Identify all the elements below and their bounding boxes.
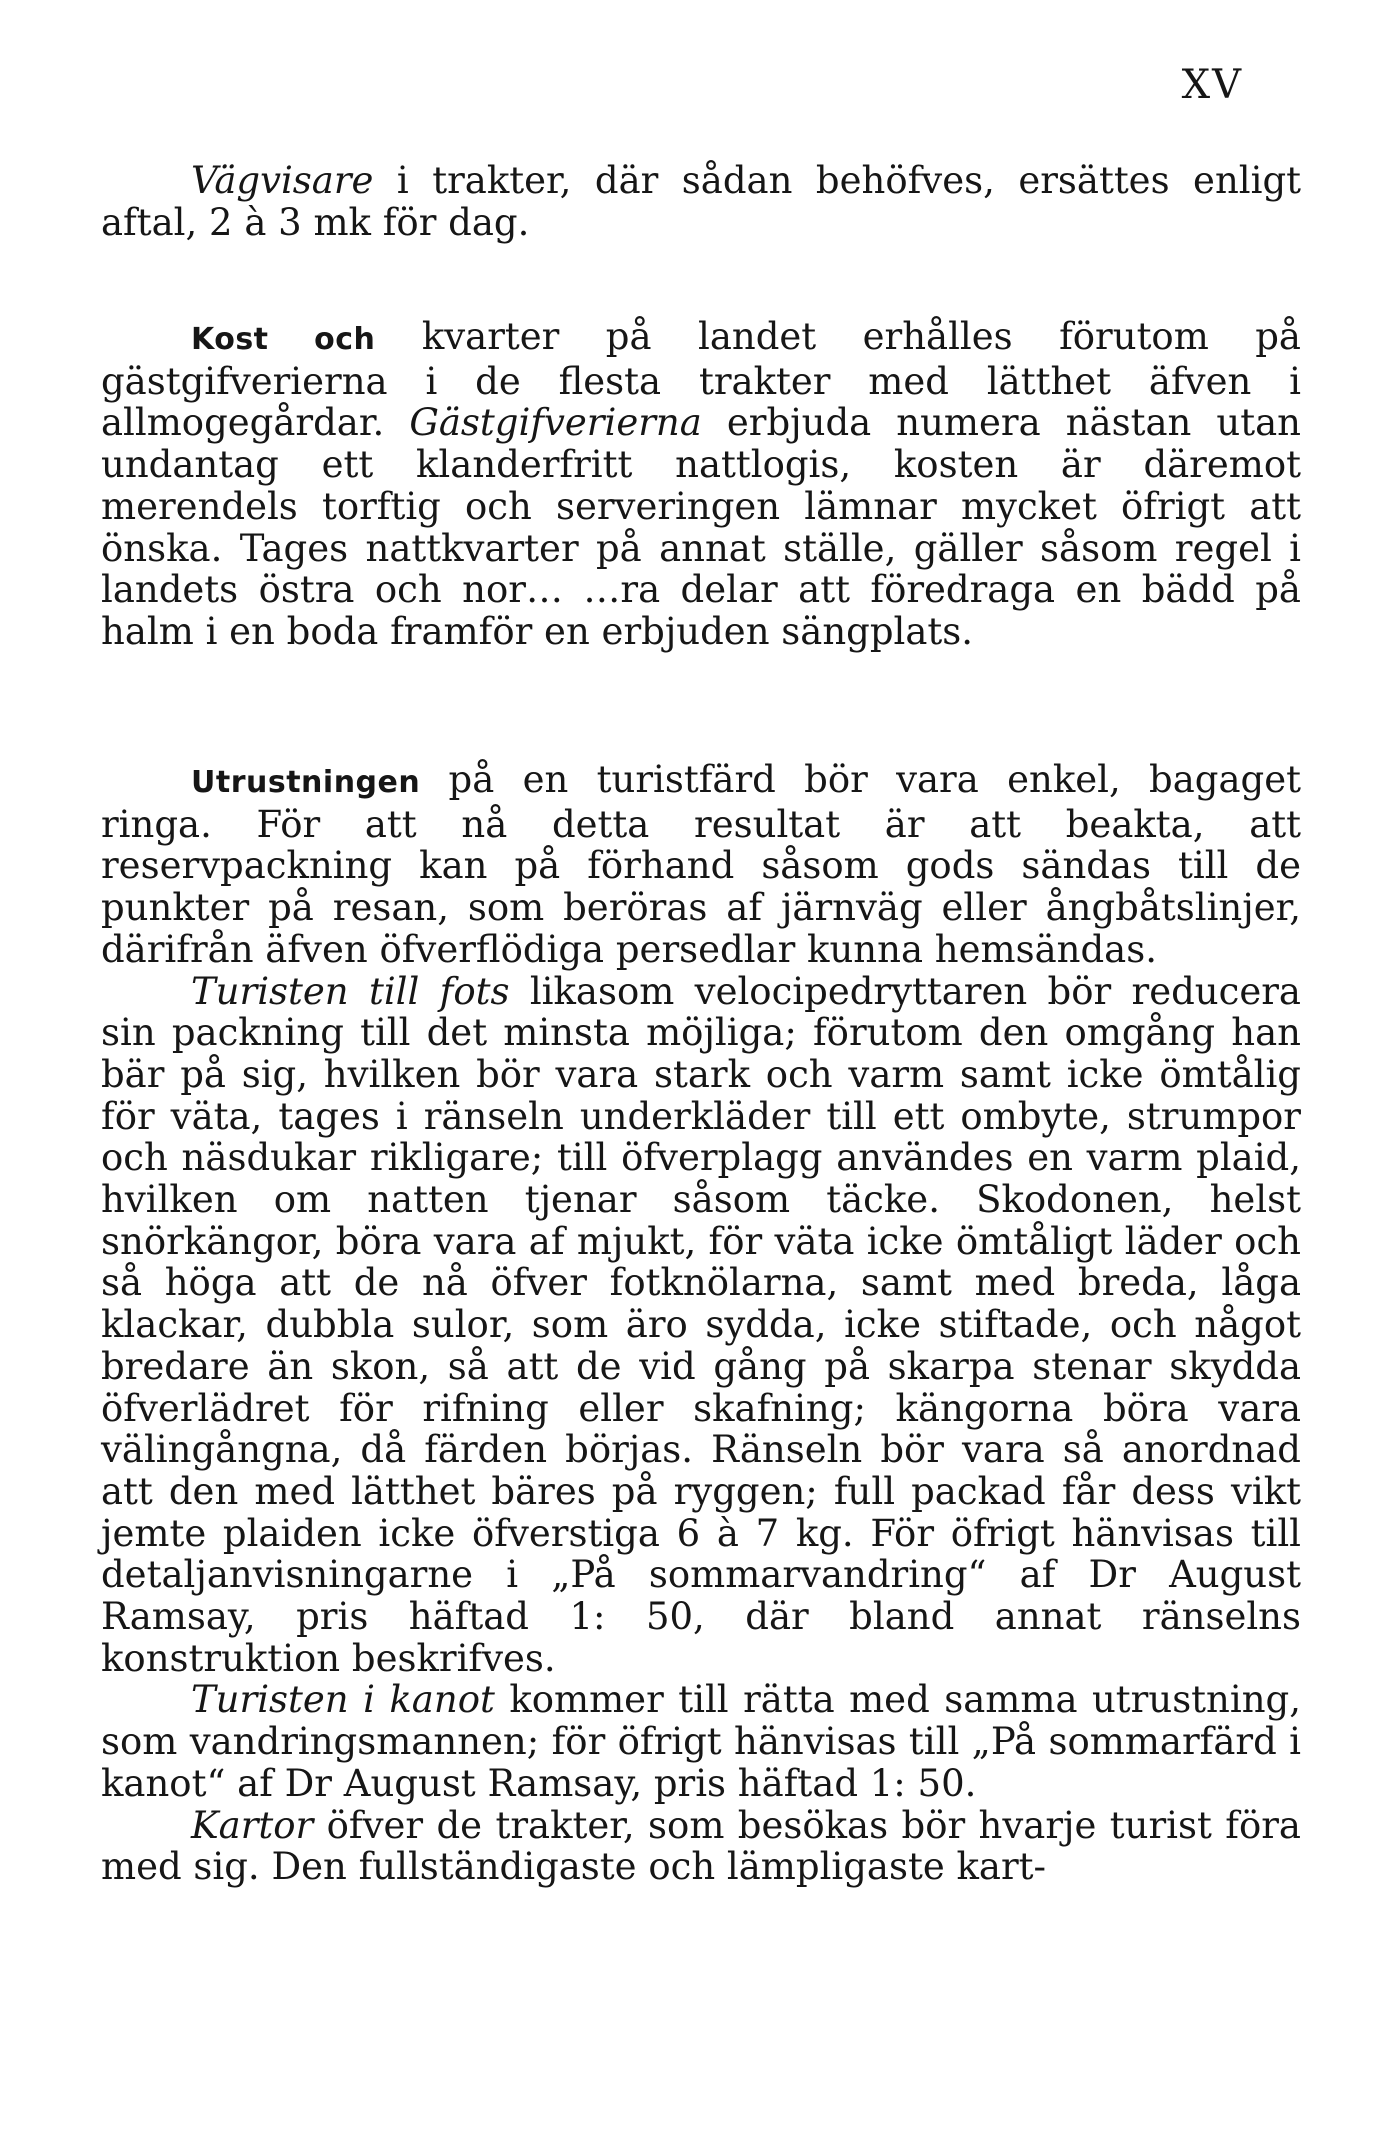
paragraph-text [101, 160, 1301, 243]
run-in-heading: Kost och [191, 322, 376, 357]
run-in-heading: Turisten till fots [191, 969, 510, 1013]
run-in-heading: Kartor [191, 1803, 314, 1847]
page-number: XV [1181, 62, 1243, 108]
paragraph-text [101, 316, 1301, 653]
emphasis: Gästgifverierna [409, 401, 702, 445]
paragraph-body-cont: erbjuda numera nästan utan undantag ett klanderfritt nattlogis, kosten är däremot merendels torftig och serveringen lämnar mycket öfrigt att önska. Tages nattkvarter på annat ställe, gäller såsom regel i landets östra och nor… …ra delar att föredraga en bädd på halm i en boda framför en erbjuden sängplats. [101, 401, 1302, 653]
paragraph-utrustning [101, 759, 1301, 971]
paragraph-body: öfver de trakter, som besökas bör hvarje turist föra med sig. Den fullständigaste och lämpligaste kart- [101, 1803, 1301, 1889]
paragraph-kartor [101, 1805, 1301, 1888]
run-in-heading: Turisten i kanot [191, 1678, 495, 1722]
paragraph-body: på en turistfärd bör vara enkel, bagaget ringa. För att nå detta resultat är att beakta, att reservpackning kan på förhand såsom gods sändas till de punkter på resan, som beröras af järnväg eller ångbåtslinjer, därifrån äfven öfverflödiga persedlar kunna hemsändas. [101, 758, 1301, 971]
section-utrustning [101, 759, 1301, 1888]
paragraph-body: kvarter på landet erhålles förutom på gästgifverierna i de flesta trakter med lätthet äfven i allmogegårdar. [101, 315, 1301, 445]
paragraph-body: i trakter, där sådan behöfves, ersättes enligt aftal, 2 à 3 mk för dag. [101, 159, 1301, 244]
run-in-heading: Vägvisare [191, 159, 374, 202]
paragraph-kanot [101, 1679, 1301, 1804]
paragraph-body: kommer till rätta med samma utrustning, som vandringsmannen; för öfrigt hänvisas till „På sommarfärd i kanot“ af Dr August Ramsay, pris häftad 1: 50. [101, 1678, 1301, 1805]
run-in-heading: Utrustningen [191, 765, 421, 800]
paragraph-fots [101, 971, 1301, 1680]
paragraph-vagvisare [101, 160, 1301, 243]
paragraph-body: likasom velocipedryttaren bör reducera sin packning till det minsta möjliga; förutom den omgång han bär på sig, hvilken bör vara stark och varm samt icke ömtålig för väta, tages i ränseln underkläder till ett ombyte, strumpor och näsdukar rikligare; till öfverplagg användes en varm plaid, hvilken om natten tjenar såsom täcke. Skodonen, helst snörkängor, böra vara af mjukt, för väta icke ömtåligt läder och så höga att de nå öfver fotknölarna, samt med breda, låga klackar, dubbla sulor, som äro sydda, icke stiftade, och något bredare än skon, så att de vid gång på skarpa stenar skydda öfverlädret för rifning eller skafning; kängorna böra vara välingångna, då färden börjas. Ränseln bör vara så anordnad att den med lätthet bäres på ryggen; full packad får dess vikt jemte plaiden icke öfverstiga 6 à 7 kg. För öfrigt hänvisas till detaljanvisningarne i „På sommarvandring“ af Dr August Ramsay, pris häftad 1: 50, där bland annat ränselns konstruktion beskrifves. [101, 969, 1301, 1680]
paragraph-kost [101, 316, 1301, 653]
